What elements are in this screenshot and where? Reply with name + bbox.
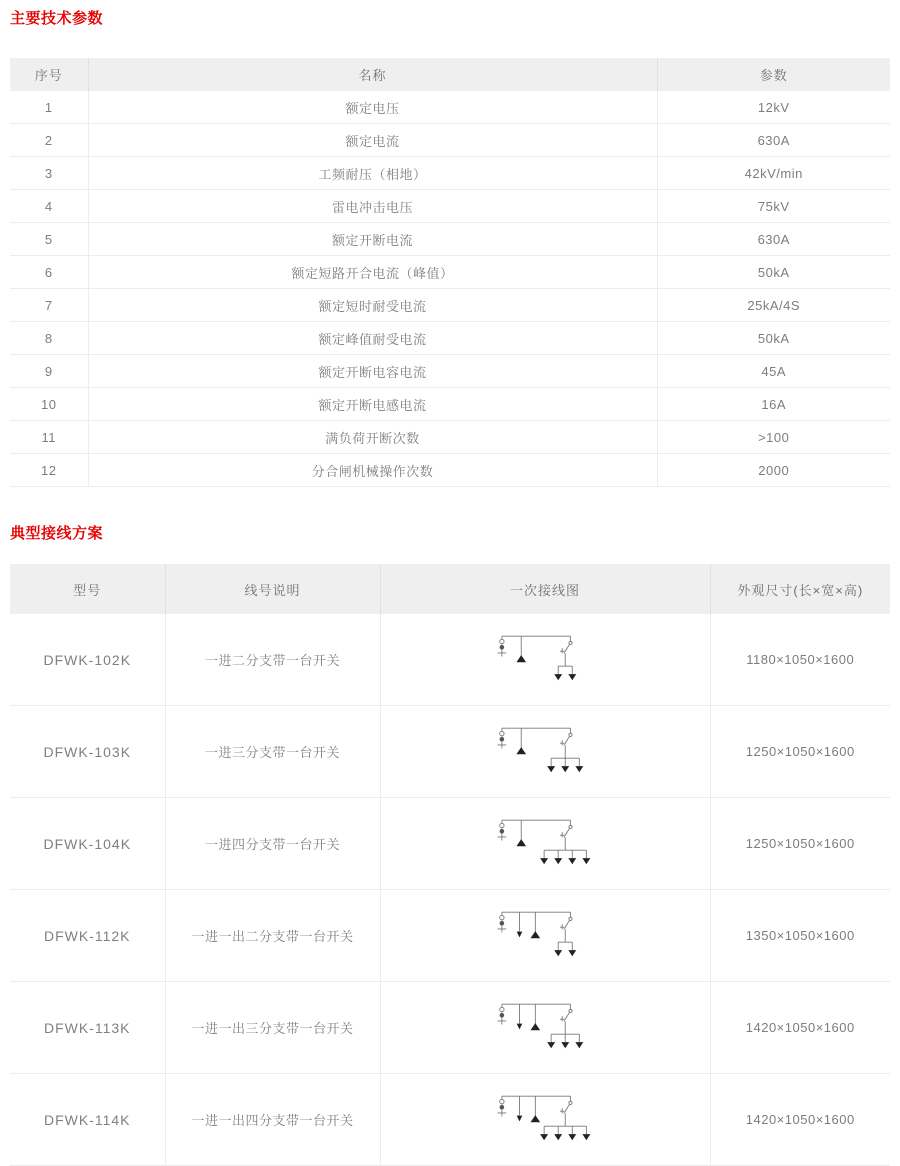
scheme-size: 1420×1050×1600 — [710, 982, 890, 1074]
params-col-param: 参数 — [657, 58, 890, 91]
scheme-desc: 一进二分支带一台开关 — [165, 614, 380, 706]
section-title-schemes: 典型接线方案 — [10, 525, 104, 542]
params-table-body — [10, 91, 890, 487]
scheme-row — [10, 614, 890, 706]
params-row — [10, 223, 890, 256]
param-value: 25kA/4S — [657, 289, 890, 322]
param-no: 5 — [10, 223, 88, 256]
param-name: 额定开断电容电流 — [88, 355, 657, 388]
param-name: 雷电冲击电压 — [88, 190, 657, 223]
wiring-diagram — [479, 905, 611, 967]
schemes-table — [10, 564, 890, 1166]
params-col-name: 名称 — [88, 58, 657, 91]
param-value: 75kV — [657, 190, 890, 223]
wiring-diagram — [479, 1089, 611, 1151]
param-name: 额定电压 — [88, 91, 657, 124]
param-no: 1 — [10, 91, 88, 124]
scheme-desc: 一进一出二分支带一台开关 — [165, 890, 380, 982]
params-row — [10, 388, 890, 421]
param-name: 额定电流 — [88, 124, 657, 157]
scheme-model: DFWK-104K — [10, 798, 165, 890]
scheme-desc: 一进一出三分支带一台开关 — [165, 982, 380, 1074]
scheme-row — [10, 982, 890, 1074]
schemes-col-size: 外观尺寸(长×宽×高) — [710, 564, 890, 614]
param-value: 45A — [657, 355, 890, 388]
param-no: 12 — [10, 454, 88, 487]
params-row — [10, 454, 890, 487]
param-name: 额定开断电感电流 — [88, 388, 657, 421]
scheme-desc: 一进一出四分支带一台开关 — [165, 1074, 380, 1166]
param-name: 工频耐压（相地） — [88, 157, 657, 190]
params-row — [10, 289, 890, 322]
params-row — [10, 157, 890, 190]
scheme-diagram-cell — [380, 798, 710, 890]
params-row — [10, 355, 890, 388]
params-row — [10, 91, 890, 124]
param-name: 额定短时耐受电流 — [88, 289, 657, 322]
params-row — [10, 190, 890, 223]
scheme-size: 1180×1050×1600 — [710, 614, 890, 706]
param-name: 额定短路开合电流（峰值） — [88, 256, 657, 289]
section-title-params: 主要技术参数 — [10, 10, 104, 27]
scheme-diagram-cell — [380, 1074, 710, 1166]
scheme-diagram-cell — [380, 890, 710, 982]
param-no: 6 — [10, 256, 88, 289]
scheme-model: DFWK-103K — [10, 706, 165, 798]
params-col-no: 序号 — [10, 58, 88, 91]
scheme-row — [10, 890, 890, 982]
param-name: 分合闸机械操作次数 — [88, 454, 657, 487]
scheme-row — [10, 706, 890, 798]
param-no: 9 — [10, 355, 88, 388]
schemes-table-body — [10, 614, 890, 1166]
params-row — [10, 421, 890, 454]
params-row — [10, 256, 890, 289]
param-name: 满负荷开断次数 — [88, 421, 657, 454]
param-no: 11 — [10, 421, 88, 454]
param-value: 630A — [657, 223, 890, 256]
scheme-diagram-cell — [380, 982, 710, 1074]
param-no: 2 — [10, 124, 88, 157]
param-no: 3 — [10, 157, 88, 190]
scheme-diagram-cell — [380, 706, 710, 798]
scheme-size: 1250×1050×1600 — [710, 706, 890, 798]
param-no: 8 — [10, 322, 88, 355]
params-table-head — [10, 58, 890, 91]
scheme-desc: 一进三分支带一台开关 — [165, 706, 380, 798]
scheme-desc: 一进四分支带一台开关 — [165, 798, 380, 890]
scheme-model: DFWK-113K — [10, 982, 165, 1074]
param-value: 16A — [657, 388, 890, 421]
param-value: 12kV — [657, 91, 890, 124]
scheme-size: 1250×1050×1600 — [710, 798, 890, 890]
wiring-diagram — [479, 813, 611, 875]
params-row — [10, 124, 890, 157]
schemes-col-diagram: 一次接线图 — [380, 564, 710, 614]
scheme-row — [10, 1074, 890, 1166]
scheme-model: DFWK-102K — [10, 614, 165, 706]
wiring-diagram — [479, 721, 611, 783]
params-row — [10, 322, 890, 355]
param-value: 630A — [657, 124, 890, 157]
param-name: 额定开断电流 — [88, 223, 657, 256]
schemes-col-desc: 线号说明 — [165, 564, 380, 614]
param-no: 4 — [10, 190, 88, 223]
param-no: 7 — [10, 289, 88, 322]
wiring-diagram — [479, 629, 611, 691]
schemes-col-model: 型号 — [10, 564, 165, 614]
scheme-row — [10, 798, 890, 890]
params-header-row — [10, 58, 890, 91]
page — [10, 0, 890, 1166]
wiring-diagram — [479, 997, 611, 1059]
param-value: 50kA — [657, 322, 890, 355]
schemes-header-row — [10, 564, 890, 614]
scheme-size: 1350×1050×1600 — [710, 890, 890, 982]
param-name: 额定峰值耐受电流 — [88, 322, 657, 355]
scheme-diagram-cell — [380, 614, 710, 706]
param-value: 42kV/min — [657, 157, 890, 190]
param-value: >100 — [657, 421, 890, 454]
scheme-model: DFWK-114K — [10, 1074, 165, 1166]
param-value: 2000 — [657, 454, 890, 487]
schemes-table-head — [10, 564, 890, 614]
params-table — [10, 58, 890, 487]
param-no: 10 — [10, 388, 88, 421]
param-value: 50kA — [657, 256, 890, 289]
scheme-size: 1420×1050×1600 — [710, 1074, 890, 1166]
scheme-model: DFWK-112K — [10, 890, 165, 982]
